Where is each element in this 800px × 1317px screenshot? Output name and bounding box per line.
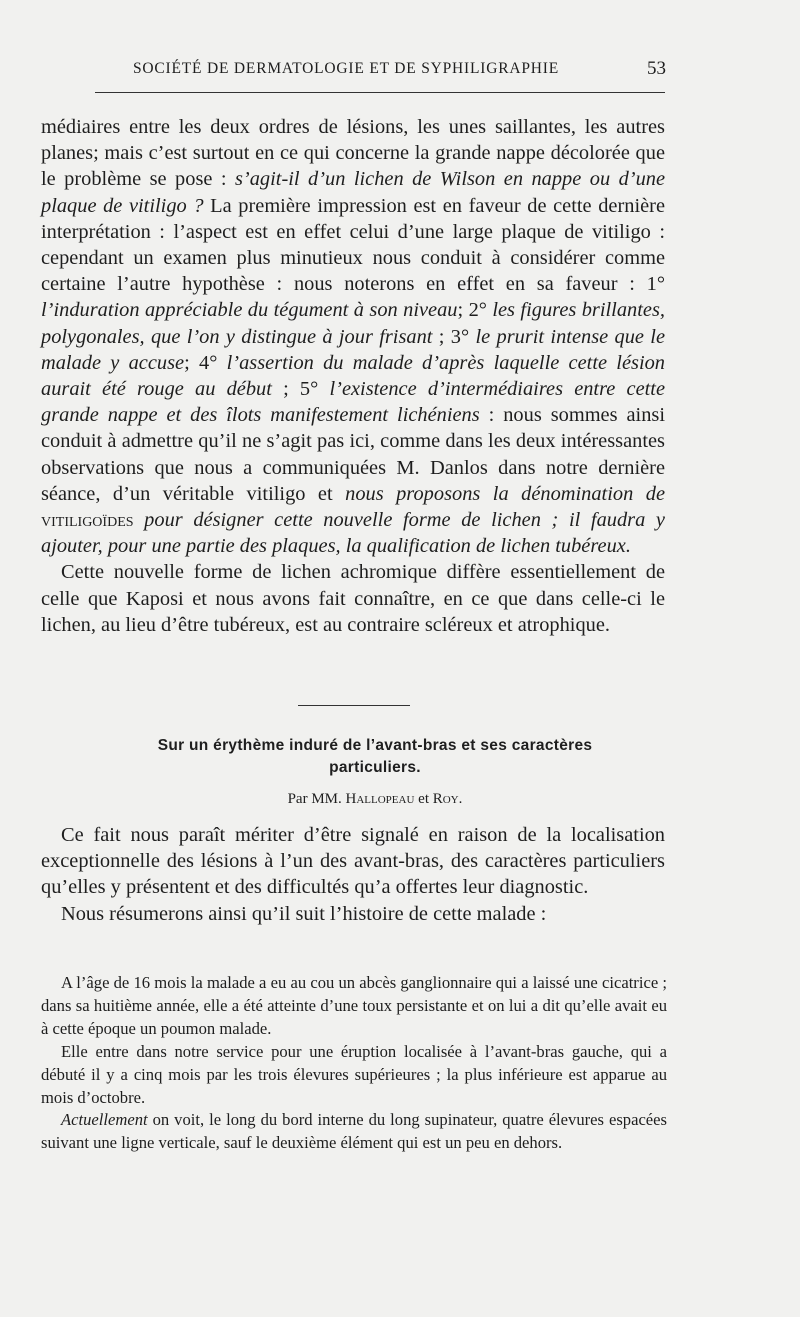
italic-run: le prurit intense que le malade y accuse <box>41 325 665 374</box>
body-block-1 <box>41 114 665 638</box>
case-paragraph <box>41 1109 667 1155</box>
paragraph-summary-lead: Nous résumerons ainsi qu’il suit l’histoire de cette malade : <box>61 902 547 925</box>
case-paragraph: Elle entre dans notre service pour une éruption localisée à l’avant-bras gauche, qui a débuté il y a cinq mois par les trois élevures supérieures ; la plus inférieure est apparue au mois d’octobre. <box>41 1041 667 1107</box>
header-rule <box>95 92 665 93</box>
byline <box>41 791 709 808</box>
author-name: Roy. <box>432 791 463 807</box>
text-run: ; 3° <box>432 325 476 348</box>
byline-prefix: Par MM. <box>287 791 346 807</box>
running-header <box>95 56 668 86</box>
italic-run: nous proposons la dénomination de <box>345 482 665 505</box>
section-divider <box>298 705 410 706</box>
paragraph-achromic-lichen: Cette nouvelle forme de lichen achromique diffère essentiellement de celle que Kaposi et nous avons fait connaître, en ce que dans celle-ci le lichen, au lieu d’être tubéreux, est au contraire scléreux et atrophique. <box>41 561 665 636</box>
text-run: médiaires entre les deux ordres de lésions, les unes saillantes, les autres planes; mais c’est surtout en ce qui concerne la grande nappe décolorée que le problème se pose : <box>41 116 665 191</box>
text-run: on voit, le long du bord interne du long supinateur, quatre élevures espacées suivant une ligne verticale, sauf le deuxième élément qui est un peu en dehors. <box>41 1110 667 1153</box>
italic-run: l’assertion du malade d’après laquelle cette lésion aurait été rouge au début <box>41 351 665 401</box>
case-history <box>41 972 667 1155</box>
text-run: La première impression est en faveur de cette dernière interprétation : l’aspect est en effet celui d’une large plaque de vitiligo : cependant un examen plus minutieux nous conduit à considérer comme certaine l’autre hypothèse : nous noterons en effet en sa faveur : 1° <box>41 194 665 296</box>
italic-run: s’agit-il d’un lichen de Wilson en nappe ou d’une plaque de vitiligo ? <box>41 168 666 217</box>
italic-run: pour désigner cette nouvelle forme de lichen ; il faudra y ajouter, pour une partie des plaques, la qualification de lichen tubéreux. <box>41 509 665 558</box>
author-name: Hallopeau <box>345 791 415 807</box>
page-number: 53 <box>647 58 666 79</box>
italic-run: Actuellement <box>61 1110 148 1130</box>
byline-and: et <box>414 791 433 807</box>
paragraph-case-intro: Ce fait nous paraît mériter d’être signalé en raison de la localisation exceptionnelle des lésions à l’un des avant-bras, des caractères particuliers qu’elles y présentent et des difficultés qu’a offertes leur diagnostic. <box>41 824 665 899</box>
italic-run: les figures brillantes, polygonales, que l’on y distingue à jour frisant <box>41 299 665 348</box>
section-title-line: Sur un érythème induré de l’avant-bras et ses caractères <box>157 737 593 754</box>
text-run: ; 4° <box>184 351 227 374</box>
text-run: : nous sommes ainsi conduit à admettre qu’il ne s’agit pas ici, comme dans les deux intéressantes observations que nous a communiquées M. Danlos dans notre dernière séance, d’un véritable vitiligo et <box>41 404 665 505</box>
italic-run: l’existence d’intermédiaires entre cette grande nappe et des îlots manifestement lichéniens <box>41 378 665 427</box>
section-title-line: particuliers. <box>329 759 421 776</box>
case-paragraph: A l’âge de 16 mois la malade a eu au cou un abcès ganglionnaire qui a laissé une cicatrice ; dans sa huitième année, elle a été atteinte d’une toux persistante et on lui a dit qu’elle avait eu à cette époque un poumon malade. <box>41 973 667 1038</box>
section-title <box>41 735 709 779</box>
text-run: ; 5° <box>271 378 330 401</box>
italic-run: l’induration appréciable du tégument à son niveau <box>41 299 458 322</box>
running-title: SOCIÉTÉ DE DERMATOLOGIE ET DE SYPHILIGRAPHIE <box>133 60 559 77</box>
text-run: ; 2° <box>457 299 493 322</box>
paragraph-lichen-discussion <box>41 114 665 559</box>
body-block-2 <box>41 822 665 927</box>
small-caps-run: vitiligoïdes <box>41 509 145 532</box>
